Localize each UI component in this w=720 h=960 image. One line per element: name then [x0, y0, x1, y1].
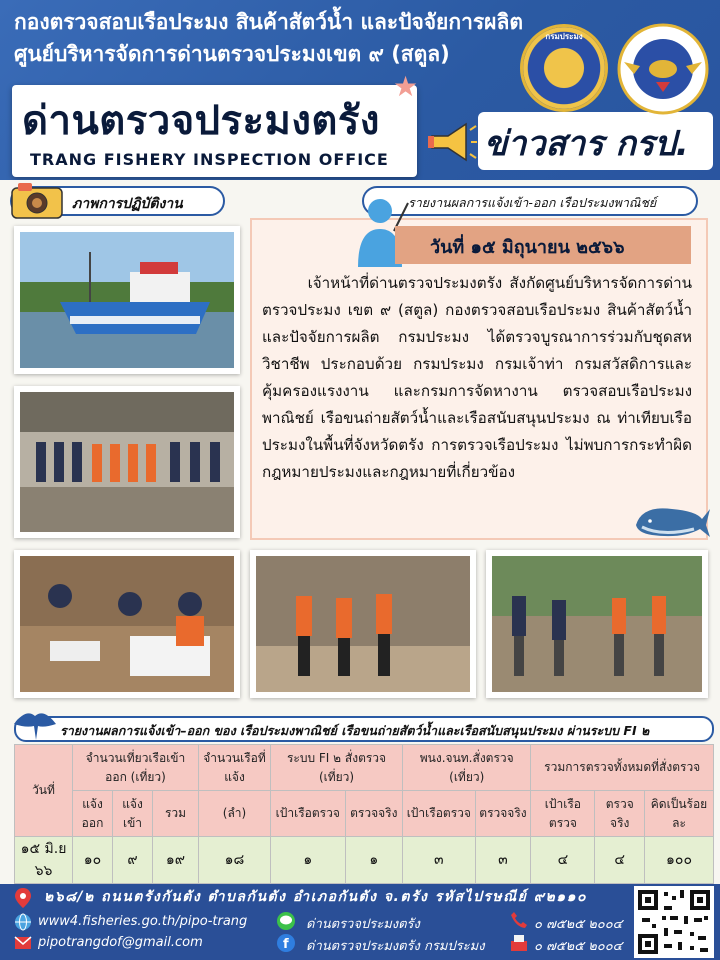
header-center: ศูนย์บริหารจัดการด่านตรวจประมงเขต ๙ (สตูล)	[14, 42, 450, 66]
website-link[interactable]: www4.fisheries.go.th/pipo-trang	[38, 914, 248, 929]
megaphone-icon	[426, 120, 478, 164]
svg-text:f: f	[283, 937, 289, 952]
fax-number[interactable]: ๐ ๗๕๒๕ ๒๐๐๔	[534, 939, 623, 954]
sub-sum: รวม	[153, 791, 199, 837]
header-trips: จำนวนเที่ยวเรือเข้าออก (เที่ยว)	[73, 745, 199, 791]
header-officer: พนง.จนท.สั่งตรวจ (เที่ยว)	[403, 745, 531, 791]
globe-icon	[14, 913, 32, 931]
manta-ray-icon	[12, 706, 58, 742]
location-pin-icon	[14, 887, 32, 909]
photo-team-group	[14, 386, 240, 538]
cell-date: ๑๕ มิ.ย ๖๖	[15, 837, 73, 884]
photos-section-label: ภาพการปฏิบัติงาน	[72, 196, 183, 212]
cell-fi-target: ๑	[271, 837, 346, 884]
footer-address: ๒๖๘/๒ ถนนตรังกันตัง ตำบลกันตัง อำเภอกันตัง จ.ตรัง รหัสไปรษณีย์ ๙๒๑๑๐	[44, 889, 588, 905]
line-account[interactable]: ด่านตรวจประมงตรัง	[306, 917, 420, 932]
cell-percent: ๑๐๐	[645, 837, 714, 884]
header-total: รวมการตรวจทั้งหมดที่สั่งตรวจ	[531, 745, 714, 791]
article-body-text: เจ้าหน้าที่ด่านตรวจประมงตรัง สังกัดศูนย์บริหารจัดการด่านตรวจประมง เขต ๙ (สตูล) กองตรวจสอบเรือประมง สินค้าสัตว์น้ำ และปัจจัยการผลิต กรมประมง ได้ตรวจบูรณาการร่วมกับชุดสหวิชาชีพ ประกอบด้วย กรมประมง กรมเจ้าท่า กรมสวัสดิการและคุ้มครองแรงงาน และกรมการจัดหางาน ตรวจสอบเรือประมงพาณิชย์ เรือขนถ่ายสัตว์น้ำและเรือสนับสนุนประมง ณ ท่าเทียบเรือประมงในพื้นที่จังหวัดตรัง การตรวจเรือประมง ไม่พบการกระทำผิดกฎหมายประมงและกฎหมายที่เกี่ยวข้อง	[262, 274, 692, 481]
sub-officer-target: เป้าเรือตรวจ	[403, 791, 475, 837]
table-row	[15, 837, 714, 884]
facebook-icon	[276, 933, 296, 953]
sub-total-target: เป้าเรือตรวจ	[531, 791, 595, 837]
report-section-label: รายงานผลการแจ้งเข้า-ออก เรือประมงพาณิชย์	[408, 195, 657, 210]
line-app-icon	[276, 911, 296, 931]
report-table	[14, 744, 714, 884]
photo-fishing-boat	[14, 226, 240, 374]
cell-total-target: ๔	[531, 837, 595, 884]
fax-icon	[510, 934, 528, 952]
starfish-icon: ★	[393, 70, 419, 103]
news-label: ข่าวสาร กรป.	[484, 124, 689, 164]
cell-boats: ๑๘	[199, 837, 271, 884]
email-link[interactable]: pipotrangdof@gmail.com	[38, 935, 203, 950]
cell-in: ๙	[113, 837, 153, 884]
photo-inspection-meeting	[250, 550, 476, 698]
fishery-inspection-logo	[616, 22, 710, 116]
header-department: กองตรวจสอบเรือประมง สินค้าสัตว์น้ำ และปัจจัยการผลิต	[14, 10, 523, 34]
sub-in: แจ้งเข้า	[113, 791, 153, 837]
email-icon	[14, 936, 32, 950]
qr-code	[634, 886, 714, 958]
sub-total-actual: ตรวจจริง	[595, 791, 645, 837]
sub-fi-actual: ตรวจจริง	[345, 791, 403, 837]
page-title-english: TRANG FISHERY INSPECTION OFFICE	[30, 150, 389, 169]
header-fi2: ระบบ FI ๒ สั่งตรวจ (เที่ยว)	[271, 745, 403, 791]
photo-pier-inspection	[486, 550, 708, 698]
page-title: ด่านตรวจประมงตรัง	[22, 98, 380, 144]
cell-total-actual: ๔	[595, 837, 645, 884]
whale-icon	[632, 495, 712, 543]
photo-document-check	[14, 550, 240, 698]
header-boats: จำนวนเรือที่แจ้ง	[199, 745, 271, 791]
cell-sum: ๑๙	[153, 837, 199, 884]
cell-out: ๑๐	[73, 837, 113, 884]
cell-fi-actual: ๑	[345, 837, 403, 884]
sub-out: แจ้งออก	[73, 791, 113, 837]
sub-officer-actual: ตรวจจริง	[475, 791, 531, 837]
article-body	[262, 270, 692, 486]
sub-unit: (ลำ)	[199, 791, 271, 837]
phone-icon	[510, 911, 528, 929]
article-date: วันที่ ๑๕ มิถุนายน ๒๕๖๖	[430, 237, 625, 258]
camera-icon	[8, 180, 66, 220]
cell-officer-actual: ๓	[475, 837, 531, 884]
table-title: รายงานผลการแจ้งเข้า–ออก ของ เรือประมงพาณิชย์ เรือขนถ่ายสัตว์น้ำและเรือสนับสนุนประมง ผ่านระบบ FI ๒	[60, 723, 650, 738]
logo-text: กรมประมง	[545, 32, 583, 41]
phone-number[interactable]: ๐ ๗๕๒๕ ๒๐๐๔	[534, 917, 623, 932]
facebook-page[interactable]: ด่านตรวจประมงตรัง กรมประมง	[306, 939, 485, 954]
sub-percent: คิดเป็นร้อยละ	[645, 791, 714, 837]
header-date: วันที่	[15, 745, 73, 837]
sub-fi-target: เป้าเรือตรวจ	[271, 791, 346, 837]
cell-officer-target: ๓	[403, 837, 475, 884]
